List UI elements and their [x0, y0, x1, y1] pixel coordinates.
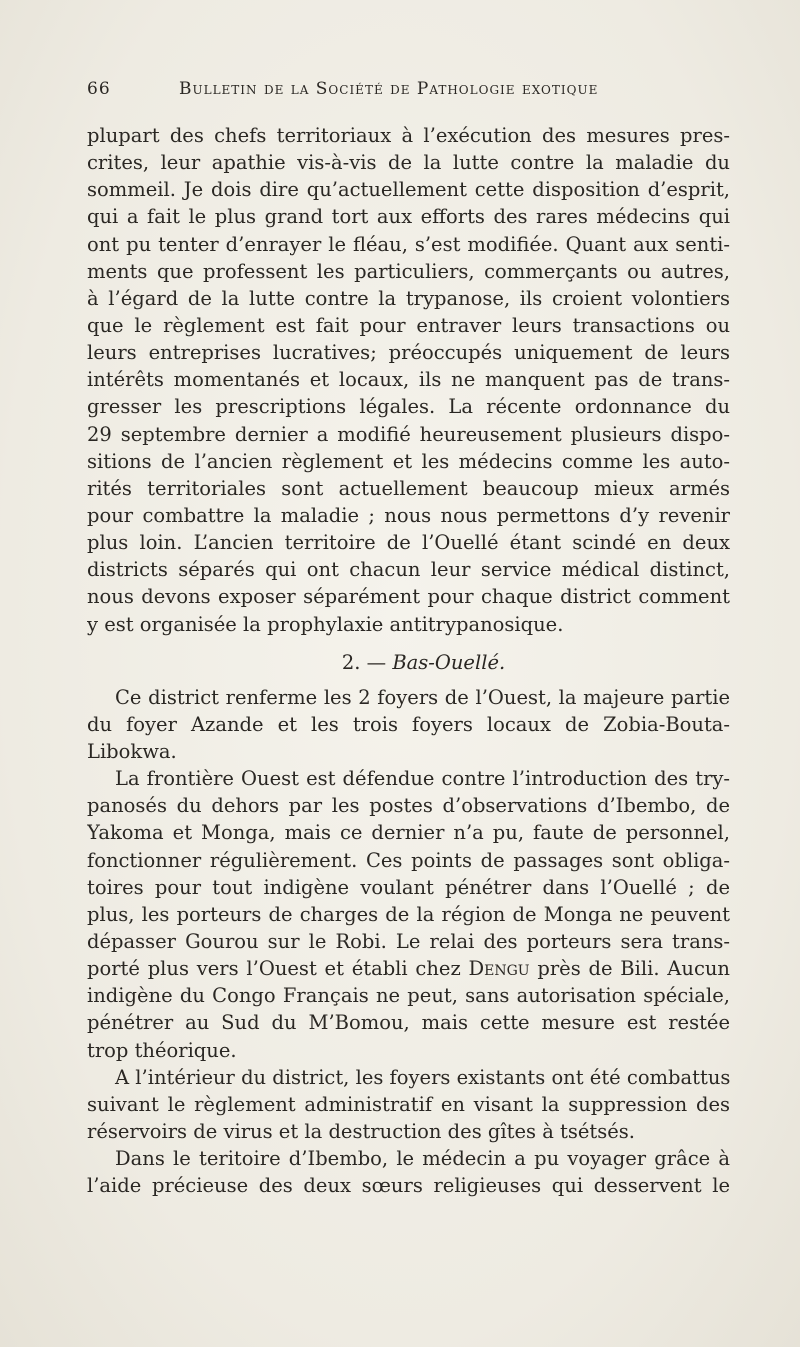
journal-title: Bulletin de la Société de Pathologie exotique: [179, 79, 599, 99]
paragraph-1: [87, 122, 730, 638]
paragraph-4: [87, 1064, 730, 1145]
text-line: fonctionner régulièrement. Ces points de passages sont obliga-: [87, 848, 730, 872]
text-line: indigène du Congo Français ne peut, sans autorisation spéciale,: [87, 984, 730, 1008]
text-line: intérêts momentanés et locaux, ils ne manquent pas de trans-: [87, 368, 730, 392]
text-fragment: porté plus vers l’Ouest et établi chez: [87, 957, 469, 981]
paragraph-5: [87, 1145, 730, 1199]
text-line: que le règlement est fait pour entraver leurs transactions ou: [87, 313, 730, 337]
text-line: du foyer Azande et les trois foyers locaux de Zobia-Bouta-: [87, 712, 730, 736]
text-line: panosés du dehors par les postes d’observations d’Ibembo, de: [87, 794, 730, 818]
body-text: [87, 122, 730, 1199]
text-line: toires pour tout indigène voulant pénétrer dans l’Ouellé ; de: [87, 875, 730, 899]
text-line: sommeil. Je dois dire qu’actuellement cette disposition d’esprit,: [87, 178, 730, 202]
text-line: districts séparés qui ont chacun leur service médical distinct,: [87, 558, 730, 582]
text-line: sitions de l’ancien règlement et les médecins comme les auto-: [87, 449, 730, 473]
section-dash: —: [366, 650, 387, 674]
text-line: réservoirs de virus et la destruction des gîtes à tsétsés.: [87, 1119, 636, 1143]
text-line: La frontière Ouest est défendue contre l’introduction des try-: [115, 767, 730, 791]
text-line: nous devons exposer séparément pour chaque district comment: [87, 585, 730, 609]
page-number: 66: [87, 79, 111, 99]
text-line: Libokwa.: [87, 739, 177, 763]
text-line: plus loin. L’ancien territoire de l’Ouellé étant scindé en deux: [87, 531, 730, 555]
text-fragment: près de Bili. Aucun: [529, 957, 730, 981]
text-line: rités territoriales sont actuellement beaucoup mieux armés: [87, 476, 730, 500]
running-head: [87, 79, 727, 103]
text-line: à l’égard de la lutte contre la trypanose, ils croient volontiers: [87, 286, 730, 310]
text-line: crites, leur apathie vis-à-vis de la lutte contre la maladie du: [87, 151, 730, 175]
text-line: 29 septembre dernier a modifié heureusement plusieurs dispo-: [87, 422, 730, 446]
text-line: A l’intérieur du district, les foyers existants ont été combattus: [115, 1065, 730, 1089]
text-line: dépasser Gourou sur le Robi. Le relai des porteurs sera trans-: [87, 929, 730, 953]
text-line: qui a fait le plus grand tort aux efforts des rares médecins qui: [87, 205, 730, 229]
text-line: trop théorique.: [87, 1038, 237, 1062]
text-line: gresser les prescriptions légales. La récente ordonnance du: [87, 395, 730, 419]
text-line: pénétrer au Sud du M’Bomou, mais cette mesure est restée: [87, 1011, 730, 1035]
section-heading: [87, 642, 730, 684]
text-line: l’aide précieuse des deux sœurs religieuses qui desservent le: [87, 1174, 730, 1198]
text-line: y est organisée la prophylaxie antitrypanosique.: [87, 612, 564, 636]
section-number: 2.: [341, 650, 361, 674]
text-line: ont pu tenter d’enrayer le fléau, s’est modifiée. Quant aux senti-: [87, 232, 730, 256]
text-line: [87, 955, 730, 982]
text-line: Yakoma et Monga, mais ce dernier n’a pu, faute de personnel,: [87, 821, 730, 845]
paragraph-2: [87, 684, 730, 765]
text-line: ments que professent les particuliers, commerçants ou autres,: [87, 259, 730, 283]
paragraph-3: [87, 765, 730, 1064]
text-line: plupart des chefs territoriaux à l’exécution des mesures pres-: [87, 124, 730, 147]
text-line: leurs entreprises lucratives; préoccupés uniquement de leurs: [87, 341, 730, 365]
section-title: Bas-Ouellé.: [392, 650, 506, 674]
text-line: Dans le teritoire d’Ibembo, le médecin a pu voyager grâce à: [115, 1147, 730, 1171]
text-line: Ce district renferme les 2 foyers de l’Ouest, la majeure partie: [115, 685, 730, 709]
person-name: Dengu: [468, 957, 530, 981]
text-line: plus, les porteurs de charges de la région de Monga ne peuvent: [87, 902, 730, 926]
text-line: suivant le règlement administratif en visant la suppression des: [87, 1092, 730, 1116]
text-line: pour combattre la maladie ; nous nous permettons d’y revenir: [87, 503, 730, 527]
